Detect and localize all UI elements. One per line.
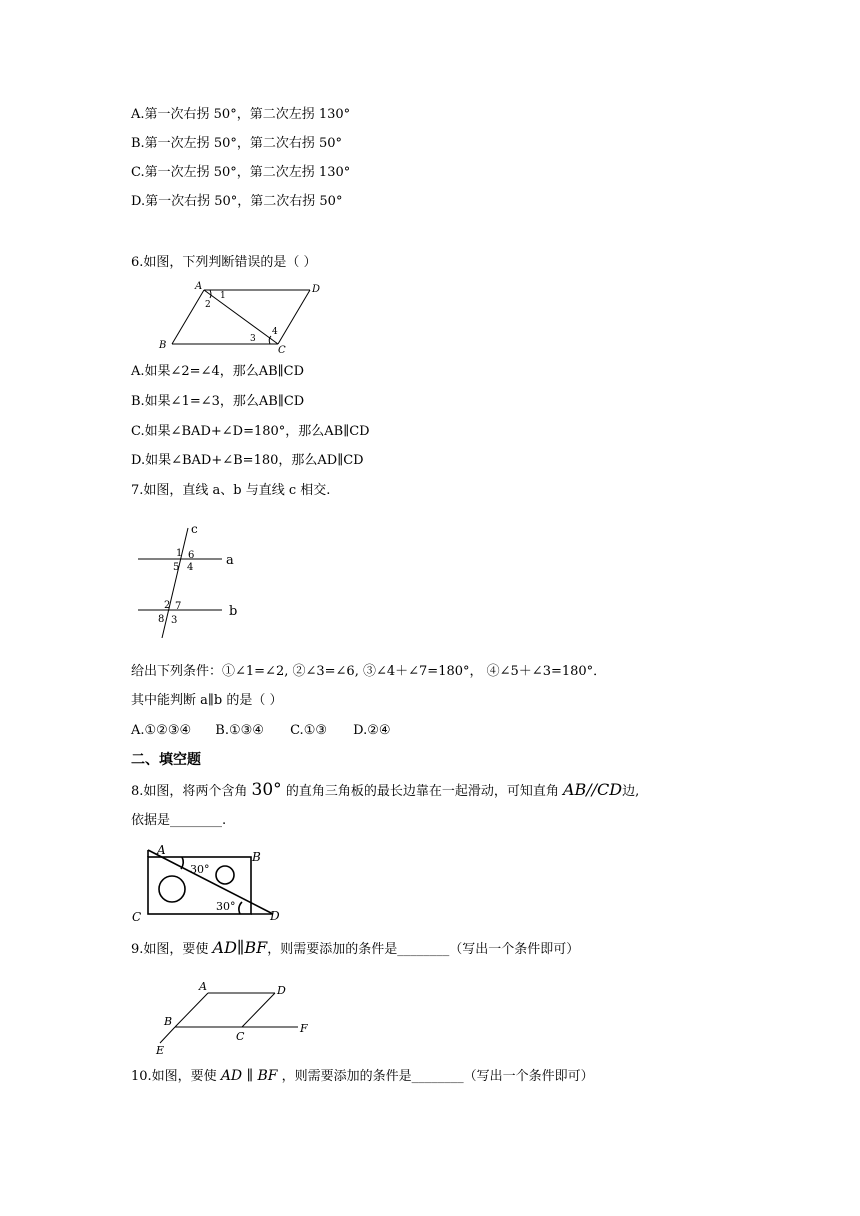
q6-option-c: C.如果∠BAD+∠D=180°，那么AB∥CD [131, 424, 370, 439]
q7-stem: 7.如图，直线 a、b 与直线 c 相交. [131, 483, 331, 498]
q6-option-d: D.如果∠BAD+∠B=180，那么AD∥CD [131, 453, 364, 468]
q6-angle-3: 3 [250, 334, 256, 344]
q7-label-a: a [226, 553, 234, 568]
q7-question: 其中能判断 a∥b 的是（ ） [131, 693, 283, 708]
q5-option-a: A.第一次右拐 50°，第二次左拐 130° [131, 107, 351, 122]
q7-angle-5: 5 [173, 562, 180, 573]
q9-label-b: B [164, 1015, 173, 1028]
q10-text-post: ，则需要添加的条件是________（写出一个条件即可） [277, 1069, 594, 1084]
q6-parallelogram-figure [150, 278, 330, 354]
q6-option-b: B.如果∠1=∠3，那么AB∥CD [131, 394, 305, 409]
q5-option-b: B.第一次左拐 50°，第二次右拐 50° [131, 136, 343, 151]
q8-label-b: B [252, 850, 261, 864]
q8-angle-label-1: 30° [190, 863, 210, 876]
q8-stem [131, 781, 639, 801]
q7-option-d: D.②④ [353, 723, 391, 738]
q8-text-mid: 的直角三角板的最长边靠在一起滑动，可知直角 [281, 784, 563, 799]
q8-line2: 依据是________. [131, 813, 227, 828]
q9-stem [131, 939, 579, 959]
q9-label-e: E [156, 1044, 165, 1057]
q9-label-d: D [277, 984, 286, 997]
q7-option-c: C.①③ [290, 723, 328, 738]
q5-option-d: D.第一次右拐 50°，第二次右拐 50° [131, 194, 343, 209]
q8-text-post: 边, [622, 784, 640, 799]
q8-label-c: C [132, 910, 142, 924]
q7-angle-1: 1 [176, 548, 183, 559]
q8-label-d: D [270, 909, 280, 923]
q5-option-c: C.第一次左拐 50°，第二次左拐 130° [131, 165, 351, 180]
q6-label-a: A [195, 281, 203, 292]
q7-option-b: B.①③④ [215, 723, 264, 738]
q9-label-c: C [236, 1030, 245, 1043]
q9-parallel-expr: AD∥BF [212, 938, 268, 957]
q8-label-a: A [157, 843, 166, 857]
q6-angle-4: 4 [272, 327, 278, 337]
q7-angle-3: 3 [171, 615, 178, 626]
q6-label-b: B [159, 340, 167, 351]
q10-stem [131, 1067, 594, 1086]
q6-angle-2: 2 [205, 300, 211, 310]
q6-stem: 6.如图，下列判断错误的是（ ） [131, 255, 317, 270]
q8-angle-value: 30° [251, 780, 282, 800]
q9-label-f: F [300, 1022, 308, 1035]
q7-angle-6: 6 [188, 550, 195, 561]
q7-conditions: 给出下列条件：①∠1=∠2, ②∠3=∠6, ③∠4＋∠7=180°， ④∠5＋∠3=180°． [131, 664, 607, 679]
q9-text-pre: 9.如图，要使 [131, 942, 213, 957]
q6-option-a: A.如果∠2=∠4，那么AB∥CD [131, 364, 305, 379]
q9-label-a: A [199, 980, 207, 993]
q6-label-c: C [278, 345, 286, 354]
q7-angle-8: 8 [158, 614, 165, 625]
q6-label-d: D [312, 284, 321, 295]
q7-label-c: c [191, 522, 198, 536]
q7-angle-7: 7 [175, 601, 182, 612]
q8-angle-label-2: 30° [216, 900, 236, 913]
q8-text-pre: 8.如图，将两个含角 [131, 784, 252, 799]
q9-text-post: ，则需要添加的条件是________（写出一个条件即可） [267, 942, 580, 957]
q8-triangles-figure [128, 840, 298, 924]
q7-options [131, 722, 391, 740]
q7-label-b: b [229, 604, 238, 619]
q8-parallel-expr: AB//CD [562, 780, 623, 799]
q9-parallelogram-figure [150, 975, 330, 1059]
q7-option-a: A.①②③④ [131, 723, 192, 738]
q7-angle-2: 2 [164, 600, 171, 611]
q6-angle-1: 1 [220, 291, 226, 301]
q10-text-pre: 10.如图，要使 [131, 1069, 221, 1084]
q7-transversal-figure [130, 518, 250, 638]
section-heading-fill-in: 二、填空题 [131, 752, 201, 768]
q10-parallel-expr: AD ∥ BF [220, 1068, 278, 1084]
q7-angle-4: 4 [187, 562, 194, 573]
